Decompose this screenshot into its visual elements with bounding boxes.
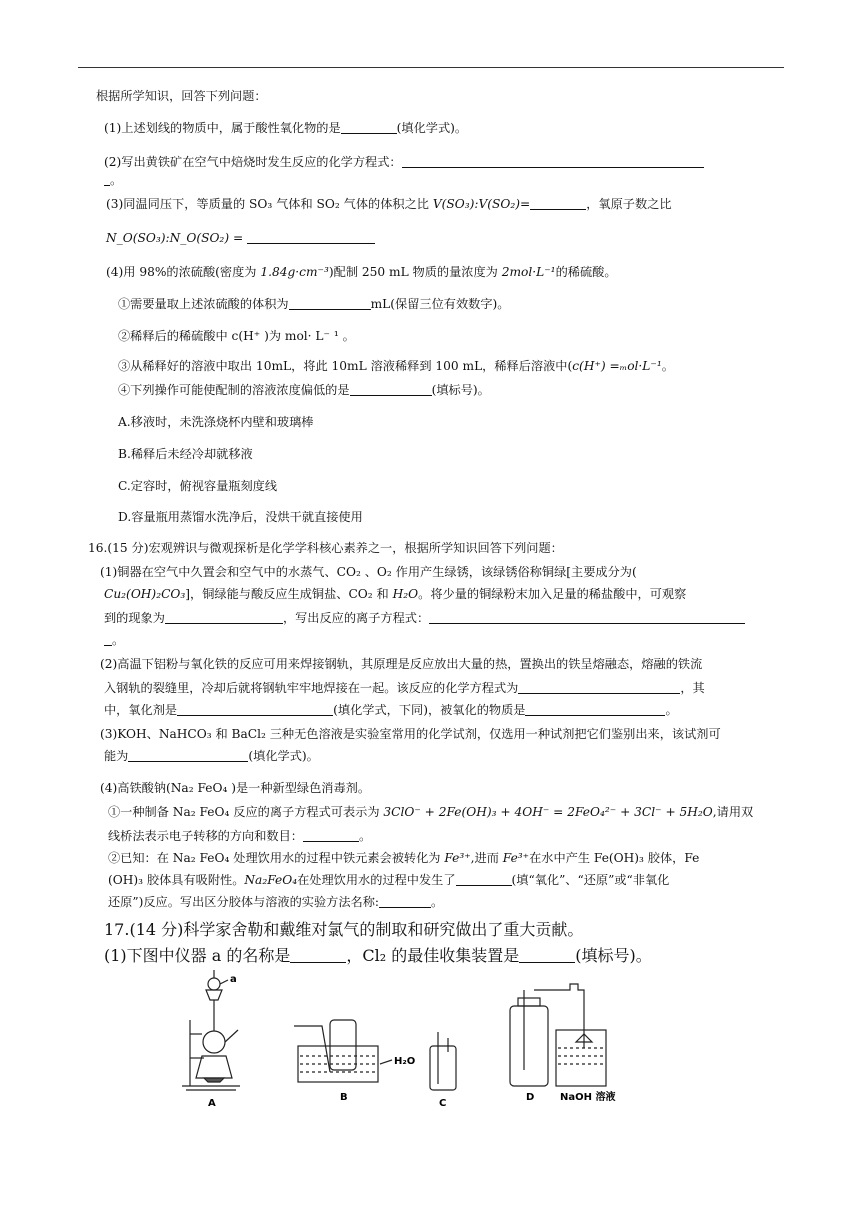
header-rule <box>78 67 784 68</box>
answer-blank[interactable] <box>341 121 397 134</box>
option-c: C.定容时，俯视容量瓶刻度线 <box>118 479 278 493</box>
apparatus-figure <box>180 960 640 1110</box>
q15-sub2: ②稀释后的稀硫酸中 c(H⁺ )为 mol· L⁻ ¹ 。 <box>118 329 355 343</box>
apparatus-c <box>430 1032 456 1090</box>
answer-blank[interactable] <box>104 633 112 646</box>
answer-blank[interactable] <box>165 611 283 624</box>
answer-blank[interactable] <box>429 611 745 624</box>
q15-part3-oxygen: N_O(SO₃):N_O(SO₂) = <box>106 230 375 246</box>
q15-sub1: ①需要量取上述浓硫酸的体积为 mL(保留三位有效数字)。 <box>118 297 510 311</box>
q15-sub3: ③从稀释好的溶液中取出 10mL，将此 10mL 溶液稀释到 100 mL，稀释后溶液中(c(H⁺) =ₘol·L⁻¹。 <box>118 359 674 373</box>
answer-blank[interactable] <box>128 749 248 762</box>
figure-label-B: B <box>340 1092 348 1103</box>
q16-part4-sub2-line3: 还原”)反应。写出区分胶体与溶液的实验方法名称: 。 <box>108 895 444 909</box>
answer-blank[interactable] <box>289 297 371 310</box>
q16-part2-line3: 中，氧化剂是 (填化学式，下同)，被氧化的物质是 。 <box>104 703 678 717</box>
answer-blank[interactable] <box>247 231 375 244</box>
figure-label-A: A <box>208 1098 216 1109</box>
apparatus-a <box>182 970 240 1090</box>
q16-part2: (2)高温下铝粉与氧化铁的反应可用来焊接钢轨，其原理是反应放出大量的热，置换出的铁呈熔融态，熔融的铁流 <box>100 657 703 671</box>
q16-part3-line2: 能为 (填化学式)。 <box>104 749 319 763</box>
apparatus-b <box>294 1020 392 1082</box>
answer-blank[interactable] <box>530 197 586 210</box>
figure-label-h2o: H₂O <box>394 1056 416 1067</box>
q16-part1-line2: Cu₂(OH)₂CO₃]，铜绿能与酸反应生成铜盐、CO₂ 和 H₂O。将少量的铜绿粉末加入足量的稀盐酸中，可观察 <box>104 587 687 601</box>
q15-part2-cont: 。 <box>104 172 122 188</box>
q16-part4-sub2-line2: (OH)₃ 胶体具有吸附性。Na₂FeO₄在处理饮用水的过程中发生了 (填“氧化”、“还原”或“非氧化 <box>108 873 670 887</box>
answer-blank[interactable] <box>402 155 704 168</box>
q16-part1-line3: 到的现象为 ，写出反应的离子方程式： <box>104 610 745 626</box>
option-b: B.稀释后未经冷却就移液 <box>118 447 253 461</box>
q15-sub4: ④下列操作可能使配制的溶液浓度偏低的是 (填标号)。 <box>118 383 490 397</box>
answer-blank[interactable] <box>177 703 333 716</box>
answer-blank[interactable] <box>525 703 665 716</box>
q16-part4-sub1: ①一种制备 Na₂ FeO₄ 反应的离子方程式可表示为 3ClO⁻ + 2Fe(OH)₃ + 4OH⁻ = 2FeO₄²⁻ + 3Cl⁻ + 5H₂O,请用双 <box>108 805 754 819</box>
apparatus-d <box>510 984 606 1086</box>
q16-part2-line2: 入钢轨的裂缝里，冷却后就将钢轨牢牢地焊接在一起。该反应的化学方程式为 ，其 <box>104 681 705 695</box>
option-d: D.容量瓶用蒸馏水洗净后，没烘干就直接使用 <box>118 510 363 524</box>
q16-heading: 16.(15 分)宏观辨识与微观探析是化学学科核心素养之一，根据所学知识回答下列问题： <box>88 541 563 555</box>
answer-blank[interactable] <box>350 383 432 396</box>
figure-label-D: D <box>526 1092 535 1103</box>
answer-blank[interactable] <box>456 873 512 886</box>
intro-text: 根据所学知识，回答下列问题： <box>96 89 267 103</box>
answer-blank[interactable] <box>379 895 431 908</box>
q15-part2: (2)写出黄铁矿在空气中焙烧时发生反应的化学方程式： <box>104 154 704 170</box>
figure-label-C: C <box>439 1098 447 1109</box>
q16-part1-line4: 。 <box>104 632 124 648</box>
q17-heading: 17.(14 分)科学家舍勒和戴维对氯气的制取和研究做出了重大贡献。 <box>104 920 584 939</box>
figure-label-naoh: NaOH 溶液 <box>560 1092 616 1103</box>
q17-part1: (1)下图中仪器 a 的名称是 ，Cl₂ 的最佳收集装置是 (填标号)。 <box>104 946 652 965</box>
answer-blank[interactable] <box>518 681 680 694</box>
q15-part3: (3)同温同压下，等质量的 SO₃ 气体和 SO₂ 气体的体积之比 V(SO₃):V(SO₂)= ，氧原子数之比 <box>106 197 672 211</box>
q15-part1: (1)上述划线的物质中，属于酸性氧化物的是 (填化学式)。 <box>104 121 468 135</box>
answer-blank[interactable] <box>303 829 359 842</box>
q16-part3: (3)KOH、NaHCO₃ 和 BaCl₂ 三种无色溶液是实验室常用的化学试剂，仅选用一种试剂把它们鉴别出来，该试剂可 <box>100 727 721 741</box>
apparatus-drawing <box>180 960 640 1110</box>
option-a: A.移液时，未洗涤烧杯内壁和玻璃棒 <box>118 415 314 429</box>
q15-part4: (4)用 98%的浓硫酸(密度为 1.84g·cm⁻³)配制 250 mL 物质的量浓度为 2mol·L⁻¹的稀硫酸。 <box>106 265 617 279</box>
figure-label-a: a <box>230 974 237 985</box>
q16-part4: (4)高铁酸钠(Na₂ FeO₄ )是一种新型绿色消毒剂。 <box>100 781 371 795</box>
q16-part4-sub1-line2: 线桥法表示电子转移的方向和数目： 。 <box>108 829 372 843</box>
q16-part1: (1)铜器在空气中久置会和空气中的水蒸气、CO₂ 、O₂ 作用产生绿锈，该绿锈俗称铜绿[主要成分为( <box>100 565 637 579</box>
q16-part4-sub2: ②已知：在 Na₂ FeO₄ 处理饮用水的过程中铁元素会被转化为 Fe³⁺,进而 Fe³⁺在水中产生 Fe(OH)₃ 胶体，Fe <box>108 851 700 865</box>
